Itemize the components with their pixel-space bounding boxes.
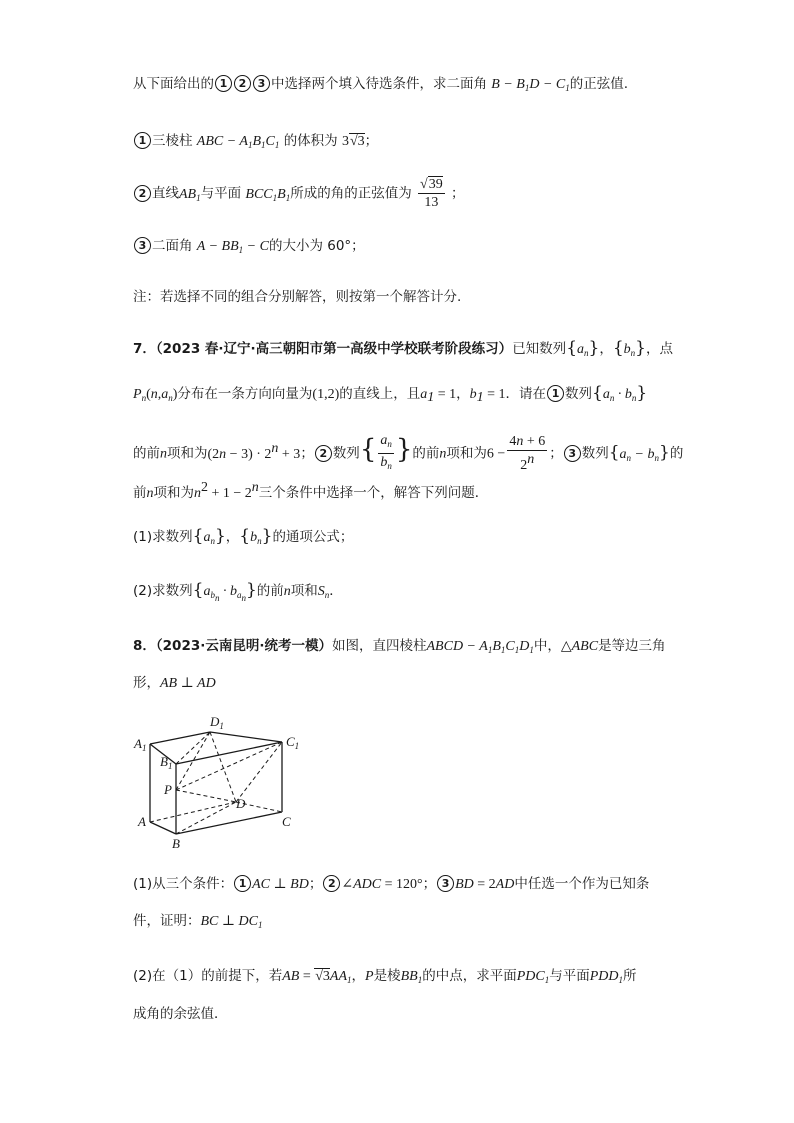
note: 注：若选择不同的组合分别解答，则按第一个解答计分.	[133, 289, 462, 305]
label-D1: $D_1$	[210, 714, 224, 731]
q7-line-1: 7．（2023 春·辽宁·高三朝阳市第一高级中学校联考阶段练习）已知数列$\{a_n\}$，$\{b_n\}$，点	[133, 338, 673, 358]
dihedral-expr: $B - B_1D - C_1$	[491, 77, 570, 93]
label-P: P	[164, 782, 172, 797]
q8-part-2: (2)在（1）的前提下，若AB = $√3AA_1$，P是棱$BB_1$的中点，求平面$PDC_1$与平面$PDD_1$所	[133, 968, 637, 985]
q8-part-1-cont: 件，证明：BC ⊥ $DC_1$	[133, 913, 263, 930]
q7-line-4: 前n项和为$n^2 + 1 - 2^n$三个条件中选择一个，解答下列问题．	[133, 480, 489, 501]
condition-1: 1 三棱柱 ABC − $A_1B_1C_1$ 的体积为 3√3；	[133, 131, 378, 155]
label-C1: $C_1$	[286, 734, 300, 751]
q7-line-3: 的前n项和为$(2n - 3) \cdot 2^n + 3$； 2 数列{ $\frac{a_n}{b_n}$ }的前n项和为6 − $\frac{4n + 6}{2^n}$ ； 3 数列$\{a_n - b_n\}$的	[133, 433, 684, 473]
q7-line-2: $P_n(n,a_n)$分布在一条方向向量为(1,2)的直线上，且$a_1 = 1$，$b_1 = 1$．请在 1 数列$\{a_n \cdot b_n\}$	[133, 383, 648, 405]
label-D: D	[236, 796, 246, 811]
q8-line-2: 形，AB ⊥ AD	[133, 675, 216, 691]
label-C: C	[282, 814, 291, 829]
circle-3: 3	[253, 75, 270, 92]
prism-figure	[130, 712, 310, 852]
q8-part-1: (1)从三个条件： 1 AC ⊥ BD； 2 ∠ADC = 120°； 3 BD = 2AD中任选一个作为已知条	[133, 876, 650, 892]
q7-part-2: (2)求数列$\{a_{b_n} \cdot b_{a_n}\}$的前n项和$S_n$．	[133, 580, 343, 603]
label-B1: $B_1$	[160, 754, 173, 771]
condition-3: 3 二面角 $A - BB_1 - C$的大小为 60°；	[133, 236, 365, 260]
q7-part-1: (1)求数列$\{a_n\}$，$\{b_n\}$的通项公式；	[133, 526, 354, 546]
intro-line: 从下面给出的 1 2 3 中选择两个填入待选条件，求二面角 $B - B_1D - C_1$的正弦值.	[133, 76, 629, 93]
q8-part-2-cont: 成角的余弦值．	[133, 1006, 228, 1022]
condition-2: 2 直线$AB_1$与平面 $BCC_1B_1$所成的角的正弦值为 $\frac{√39}{13}$ ；	[133, 176, 464, 211]
circle-1: 1	[215, 75, 232, 92]
label-A: A	[138, 814, 146, 829]
circle-2: 2	[234, 75, 251, 92]
fraction-sqrt39-13: $\frac{√39}{13}$	[420, 177, 443, 210]
q8-line-1: 8．（2023·云南昆明·统考一模）如图，直四棱柱ABCD − $A_1B_1C_1D_1$中，△ABC是等边三角	[133, 638, 666, 655]
label-B: B	[172, 836, 180, 851]
label-A1: $A_1$	[134, 736, 147, 753]
